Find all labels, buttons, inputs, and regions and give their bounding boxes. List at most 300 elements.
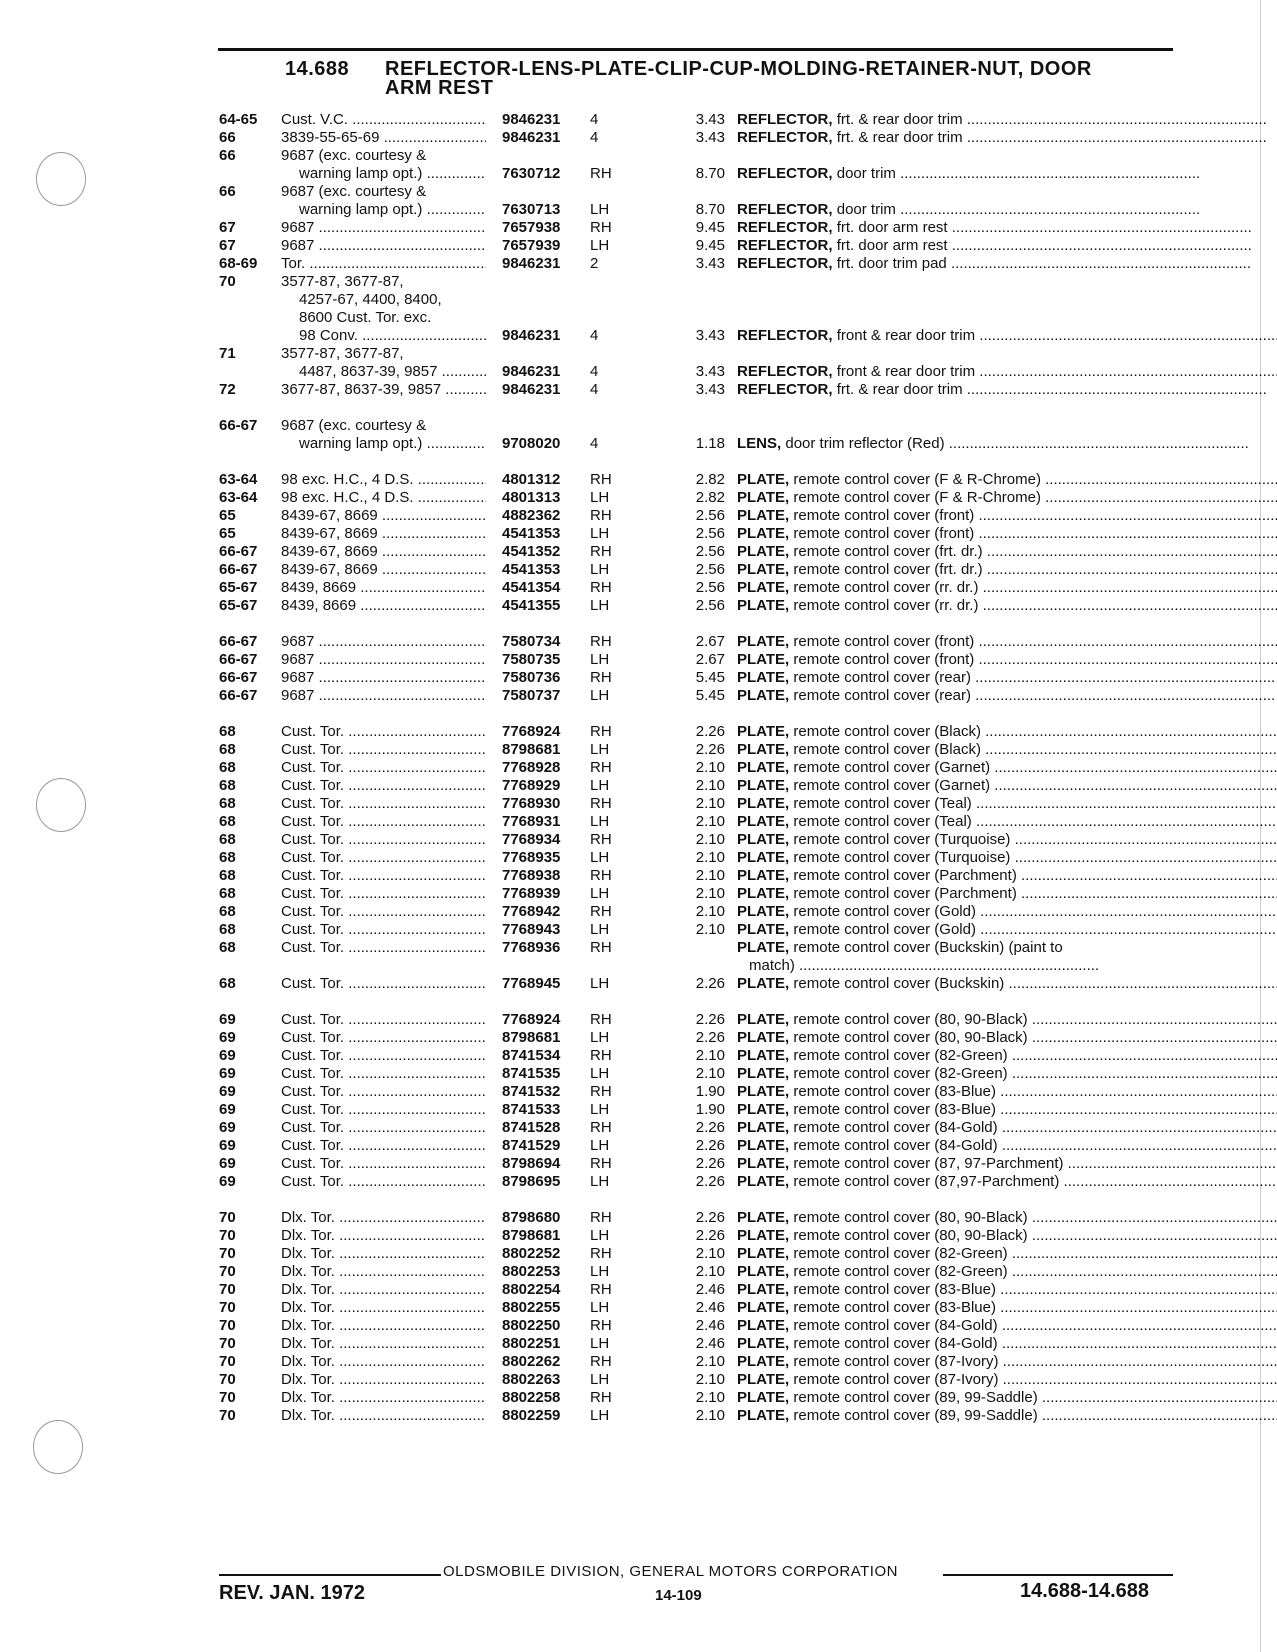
part-description: [737, 164, 1277, 183]
part-name: PLATE,: [737, 1101, 790, 1118]
part-number: 4541355: [502, 596, 587, 615]
model-year: 70: [219, 1245, 236, 1262]
model-year: 68: [219, 975, 236, 992]
part-name: PLATE,: [737, 561, 790, 578]
quantity: RH: [590, 579, 612, 596]
table-row: [219, 1136, 1179, 1155]
part-name: PLATE,: [737, 1047, 790, 1064]
table-row: [219, 128, 1179, 147]
part-description: [737, 848, 1277, 867]
part-detail: remote control cover (83-Blue): [789, 1101, 996, 1118]
part-number: 9846231: [502, 380, 587, 399]
part-detail: remote control cover (F & R-Chrome): [789, 471, 1041, 488]
table-row: [219, 1172, 1179, 1191]
part-number: 7768935: [502, 848, 587, 867]
quantity: RH: [590, 1389, 612, 1406]
model-year: 66-67: [219, 669, 258, 686]
model-numbers: Cust. Tor. .....: [281, 1100, 486, 1119]
table-row: [219, 1280, 1179, 1299]
part-name: PLATE,: [737, 633, 790, 650]
model-numbers: Dlx. Tor. .....: [281, 1244, 486, 1263]
part-name: PLATE,: [737, 1299, 790, 1316]
price: 2.56: [695, 579, 725, 596]
model-numbers: 3577-87, 3677-87,: [281, 345, 404, 362]
part-description: [737, 542, 1277, 561]
model-numbers: Cust. Tor. .....: [281, 1010, 486, 1029]
table-row: [219, 920, 1179, 939]
table-row: [219, 488, 1179, 507]
part-number: 4801312: [502, 470, 587, 489]
model-year: 69: [219, 1173, 236, 1190]
quantity: 4: [590, 327, 599, 344]
model-year: 66-67: [219, 543, 258, 560]
table-row: [219, 290, 1179, 309]
part-name: PLATE,: [737, 759, 790, 776]
part-detail: remote control cover (Teal): [789, 813, 972, 830]
section-title-continued: ARM REST: [385, 77, 494, 99]
part-number: 8741535: [502, 1064, 587, 1083]
table-row: [219, 146, 1179, 165]
part-description: [737, 1352, 1277, 1371]
part-detail: remote control cover (80, 90-Black): [789, 1227, 1028, 1244]
part-detail: remote control cover (84-Gold): [789, 1335, 998, 1352]
part-name: REFLECTOR,: [737, 327, 833, 344]
model-numbers: Cust. Tor. .....: [281, 812, 486, 831]
quantity: 4: [590, 435, 599, 452]
model-numbers: 4257-67, 4400, 8400,: [299, 291, 442, 308]
quantity: LH: [590, 1065, 610, 1082]
part-name: PLATE,: [737, 741, 790, 758]
table-row: [219, 1406, 1179, 1425]
table-row: [219, 164, 1179, 183]
price: 2.46: [695, 1281, 725, 1298]
part-detail: remote control cover (82-Green): [789, 1047, 1008, 1064]
quantity: LH: [590, 1371, 610, 1388]
binder-hole-bottom: [33, 1420, 83, 1474]
model-year: 69: [219, 1029, 236, 1046]
price: 2.10: [695, 1047, 725, 1064]
part-description: [737, 632, 1277, 651]
model-numbers: Dlx. Tor. .....: [281, 1298, 486, 1317]
part-name: PLATE,: [737, 1227, 790, 1244]
model-year: 69: [219, 1083, 236, 1100]
model-year: 70: [219, 1227, 236, 1244]
part-number: 8798681: [502, 1226, 587, 1245]
part-detail: remote control cover (Parchment): [789, 867, 1017, 884]
quantity: LH: [590, 597, 610, 614]
part-detail: remote control cover (82-Green): [789, 1263, 1008, 1280]
part-description: [737, 434, 1277, 453]
model-numbers: 3677-87, 8637-39, 9857 .....: [281, 380, 486, 399]
price: 2.10: [695, 867, 725, 884]
part-detail: remote control cover (Turquoise): [789, 831, 1011, 848]
footer-page-number: 14-109: [655, 1587, 702, 1604]
part-description: [737, 740, 1277, 759]
price: 2.10: [695, 831, 725, 848]
part-number: 8802251: [502, 1334, 587, 1353]
price: 5.45: [695, 669, 725, 686]
part-number: 7580734: [502, 632, 587, 651]
part-name: REFLECTOR,: [737, 201, 833, 218]
model-numbers: 8600 Cust. Tor. exc.: [299, 309, 432, 326]
price: 2.26: [695, 1209, 725, 1226]
quantity: LH: [590, 1335, 610, 1352]
model-numbers: 9687 .....: [281, 632, 486, 651]
table-row: [219, 794, 1179, 813]
parts-table: [219, 0, 1179, 1650]
price: 2.26: [695, 723, 725, 740]
part-number: 9846231: [502, 362, 587, 381]
model-year: 66-67: [219, 651, 258, 668]
part-detail: remote control cover (Buckskin): [789, 975, 1005, 992]
quantity: LH: [590, 1227, 610, 1244]
part-name: PLATE,: [737, 1389, 790, 1406]
part-name: REFLECTOR,: [737, 255, 833, 272]
part-description: [737, 722, 1277, 741]
quantity: RH: [590, 1155, 612, 1172]
section-title: REFLECTOR-LENS-PLATE-CLIP-CUP-MOLDING-RETAINER-NUT, DOOR: [385, 58, 1092, 80]
part-number: 4882362: [502, 506, 587, 525]
model-year: 68: [219, 795, 236, 812]
table-row: [219, 974, 1179, 993]
part-name: REFLECTOR,: [737, 111, 833, 128]
quantity: LH: [590, 525, 610, 542]
model-numbers: Cust. Tor. .....: [281, 884, 486, 903]
quantity: RH: [590, 1119, 612, 1136]
part-name: PLATE,: [737, 1317, 790, 1334]
quantity: 2: [590, 255, 599, 272]
model-year: 66-67: [219, 561, 258, 578]
part-name: PLATE,: [737, 1065, 790, 1082]
quantity: LH: [590, 975, 610, 992]
quantity: LH: [590, 1407, 610, 1424]
part-number: 8741533: [502, 1100, 587, 1119]
model-numbers: Dlx. Tor. .....: [281, 1352, 486, 1371]
quantity: RH: [590, 219, 612, 236]
model-numbers: Cust. Tor. .....: [281, 1064, 486, 1083]
part-description: [737, 1262, 1277, 1281]
quantity: LH: [590, 561, 610, 578]
table-row: [219, 1208, 1179, 1227]
price: 2.26: [695, 1137, 725, 1154]
quantity: LH: [590, 813, 610, 830]
table-row: [219, 1082, 1179, 1101]
quantity: LH: [590, 849, 610, 866]
model-numbers: 4487, 8637-39, 9857 .....: [299, 362, 486, 381]
price: 2.56: [695, 561, 725, 578]
quantity: RH: [590, 1083, 612, 1100]
part-description: [737, 1334, 1277, 1353]
part-description: [737, 1010, 1277, 1029]
price: 8.70: [695, 165, 725, 182]
model-year: 70: [219, 1371, 236, 1388]
model-numbers: 8439-67, 8669 .....: [281, 524, 486, 543]
model-year: 69: [219, 1065, 236, 1082]
part-description: [737, 1100, 1277, 1119]
part-name: PLATE,: [737, 813, 790, 830]
model-numbers: Dlx. Tor. .....: [281, 1406, 486, 1425]
model-year: 63-64: [219, 471, 258, 488]
part-number: 4541353: [502, 560, 587, 579]
model-year: 69: [219, 1119, 236, 1136]
model-numbers: Cust. Tor. .....: [281, 794, 486, 813]
part-description: [737, 938, 1277, 957]
part-number: 4801313: [502, 488, 587, 507]
price: 2.67: [695, 651, 725, 668]
model-year: 70: [219, 1389, 236, 1406]
price: 2.10: [695, 1245, 725, 1262]
table-row: [219, 1244, 1179, 1263]
price: 3.43: [695, 111, 725, 128]
table-row: [219, 596, 1179, 615]
part-number: 7630712: [502, 164, 587, 183]
table-row: [219, 344, 1179, 363]
part-name: PLATE,: [737, 669, 790, 686]
part-name: REFLECTOR,: [737, 219, 833, 236]
quantity: RH: [590, 723, 612, 740]
table-row: [219, 308, 1179, 327]
part-name: PLATE,: [737, 1173, 790, 1190]
model-year: 70: [219, 273, 236, 290]
model-year: 68: [219, 831, 236, 848]
part-number: 4541354: [502, 578, 587, 597]
model-year: 70: [219, 1335, 236, 1352]
table-row: [219, 830, 1179, 849]
part-name: PLATE,: [737, 471, 790, 488]
table-row: [219, 1370, 1179, 1389]
model-year: 70: [219, 1209, 236, 1226]
price: 2.10: [695, 795, 725, 812]
price: 1.18: [695, 435, 725, 452]
table-row: [219, 416, 1179, 435]
part-number: 7768945: [502, 974, 587, 993]
model-numbers: 9687 .....: [281, 218, 486, 237]
part-description: [737, 1316, 1277, 1335]
model-numbers: Dlx. Tor. .....: [281, 1370, 486, 1389]
price: 3.43: [695, 255, 725, 272]
model-numbers: 3839-55-65-69 .....: [281, 128, 486, 147]
binder-hole-middle: [36, 778, 86, 832]
part-name: PLATE,: [737, 867, 790, 884]
part-detail: remote control cover (82-Green): [789, 1065, 1008, 1082]
part-description: [737, 596, 1277, 615]
quantity: RH: [590, 1209, 612, 1226]
price: 2.10: [695, 813, 725, 830]
part-name: PLATE,: [737, 1209, 790, 1226]
price: 2.10: [695, 1065, 725, 1082]
table-row: [219, 182, 1179, 201]
table-row: [219, 1154, 1179, 1173]
part-name: PLATE,: [737, 1137, 790, 1154]
part-detail: remote control cover (rear): [789, 669, 971, 686]
part-number: 7580735: [502, 650, 587, 669]
table-row: [219, 254, 1179, 273]
part-name: PLATE,: [737, 795, 790, 812]
model-numbers: 9687 (exc. courtesy &: [281, 183, 427, 200]
part-detail: door trim: [832, 165, 896, 182]
model-numbers: 8439-67, 8669 .....: [281, 560, 486, 579]
model-numbers: Cust. Tor. .....: [281, 848, 486, 867]
model-numbers: Cust. Tor. .....: [281, 938, 486, 957]
quantity: RH: [590, 831, 612, 848]
quantity: RH: [590, 633, 612, 650]
part-detail: remote control cover (84-Gold): [789, 1137, 998, 1154]
part-detail: frt. door arm rest: [832, 219, 948, 236]
quantity: RH: [590, 543, 612, 560]
table-row: [219, 1028, 1179, 1047]
model-year: 69: [219, 1011, 236, 1028]
price: 2.26: [695, 1155, 725, 1172]
table-row: [219, 938, 1179, 957]
part-name: PLATE,: [737, 921, 790, 938]
table-row: [219, 722, 1179, 741]
part-detail: frt. & rear door trim: [832, 129, 963, 146]
model-year: 66: [219, 129, 236, 146]
part-number: 8798680: [502, 1208, 587, 1227]
table-row: [219, 200, 1179, 219]
part-number: 4541353: [502, 524, 587, 543]
part-number: 9708020: [502, 434, 587, 453]
part-number: 4541352: [502, 542, 587, 561]
part-description: [737, 362, 1277, 381]
model-year: 66: [219, 147, 236, 164]
part-number: 8802250: [502, 1316, 587, 1335]
part-detail: remote control cover (front): [789, 507, 975, 524]
part-detail: remote control cover (80, 90-Black): [789, 1011, 1028, 1028]
model-year: 70: [219, 1317, 236, 1334]
part-name: PLATE,: [737, 939, 790, 956]
part-name: PLATE,: [737, 1155, 790, 1172]
footer-corporation: OLDSMOBILE DIVISION, GENERAL MOTORS CORPORATION: [443, 1563, 898, 1580]
part-description: [737, 524, 1277, 543]
part-detail: frt. & rear door trim: [832, 381, 963, 398]
part-name: PLATE,: [737, 777, 790, 794]
model-numbers: Dlx. Tor. .....: [281, 1208, 486, 1227]
part-name: PLATE,: [737, 525, 790, 542]
part-detail: remote control cover (front): [789, 525, 975, 542]
model-year: 69: [219, 1101, 236, 1118]
table-row: [219, 1388, 1179, 1407]
part-name: REFLECTOR,: [737, 165, 833, 182]
table-row: [219, 1262, 1179, 1281]
model-numbers: Cust. Tor. .....: [281, 1046, 486, 1065]
model-year: 68: [219, 741, 236, 758]
model-year: 70: [219, 1299, 236, 1316]
part-detail: remote control cover (80, 90-Black): [789, 1029, 1028, 1046]
part-description: [737, 974, 1277, 993]
part-number: 8802263: [502, 1370, 587, 1389]
part-description: [737, 1208, 1277, 1227]
model-year: 68: [219, 723, 236, 740]
part-name: PLATE,: [737, 543, 790, 560]
part-number: 8802259: [502, 1406, 587, 1425]
part-description: [737, 380, 1277, 399]
part-description: [737, 758, 1277, 777]
price: 2.10: [695, 921, 725, 938]
part-name: PLATE,: [737, 885, 790, 902]
quantity: LH: [590, 201, 610, 218]
part-description: [737, 1082, 1277, 1101]
part-name: PLATE,: [737, 975, 790, 992]
table-row: [219, 1064, 1179, 1083]
part-number: 8741528: [502, 1118, 587, 1137]
part-description: [737, 488, 1277, 507]
part-detail: remote control cover (Garnet): [789, 759, 991, 776]
model-numbers: 9687 .....: [281, 650, 486, 669]
quantity: 4: [590, 129, 599, 146]
part-number: 8802255: [502, 1298, 587, 1317]
price: 1.90: [695, 1083, 725, 1100]
model-numbers: 8439-67, 8669 .....: [281, 542, 486, 561]
part-name: PLATE,: [737, 1353, 790, 1370]
quantity: LH: [590, 1263, 610, 1280]
part-detail: remote control cover (Garnet): [789, 777, 991, 794]
table-row: [219, 524, 1179, 543]
part-description: [737, 1370, 1277, 1389]
price: 2.10: [695, 1389, 725, 1406]
part-number: 8802262: [502, 1352, 587, 1371]
model-numbers: 8439, 8669 .....: [281, 578, 486, 597]
table-row: [219, 236, 1179, 255]
table-row: [219, 218, 1179, 237]
section-number: 14.688: [285, 58, 350, 80]
quantity: LH: [590, 1137, 610, 1154]
part-description: [737, 1118, 1277, 1137]
table-row: [219, 668, 1179, 687]
part-number: 8802258: [502, 1388, 587, 1407]
price: 2.82: [695, 489, 725, 506]
part-name: PLATE,: [737, 651, 790, 668]
part-detail: frt. & rear door trim: [832, 111, 963, 128]
quantity: LH: [590, 651, 610, 668]
part-detail: remote control cover (89, 99-Saddle): [789, 1407, 1038, 1424]
quantity: LH: [590, 1101, 610, 1118]
model-numbers: Tor. .....: [281, 254, 486, 273]
part-name: REFLECTOR,: [737, 363, 833, 380]
quantity: RH: [590, 165, 612, 182]
part-number: 7768928: [502, 758, 587, 777]
model-numbers: 3577-87, 3677-87,: [281, 273, 404, 290]
table-row: [219, 956, 1179, 975]
model-numbers: 8439-67, 8669 .....: [281, 506, 486, 525]
quantity: RH: [590, 939, 612, 956]
quantity: RH: [590, 1011, 612, 1028]
part-number: 7768936: [502, 938, 587, 957]
table-row: [219, 1010, 1179, 1029]
part-description: [737, 326, 1277, 345]
model-numbers: Dlx. Tor. .....: [281, 1280, 486, 1299]
quantity: LH: [590, 1173, 610, 1190]
model-year: 65-67: [219, 597, 258, 614]
part-detail: frt. door arm rest: [832, 237, 948, 254]
quantity: RH: [590, 507, 612, 524]
part-detail: remote control cover (Gold): [789, 921, 976, 938]
part-name: PLATE,: [737, 1119, 790, 1136]
model-year: 69: [219, 1137, 236, 1154]
part-number: 7768938: [502, 866, 587, 885]
quantity: LH: [590, 1029, 610, 1046]
model-year: 68: [219, 777, 236, 794]
part-detail: remote control cover (84-Gold): [789, 1119, 998, 1136]
part-number: 7630713: [502, 200, 587, 219]
price: 2.26: [695, 1011, 725, 1028]
model-numbers: warning lamp opt.) .....: [299, 200, 486, 219]
model-numbers: warning lamp opt.) .....: [299, 434, 486, 453]
table-row: [219, 902, 1179, 921]
part-detail: remote control cover (Gold): [789, 903, 976, 920]
table-row: [219, 1118, 1179, 1137]
part-description: [737, 560, 1277, 579]
